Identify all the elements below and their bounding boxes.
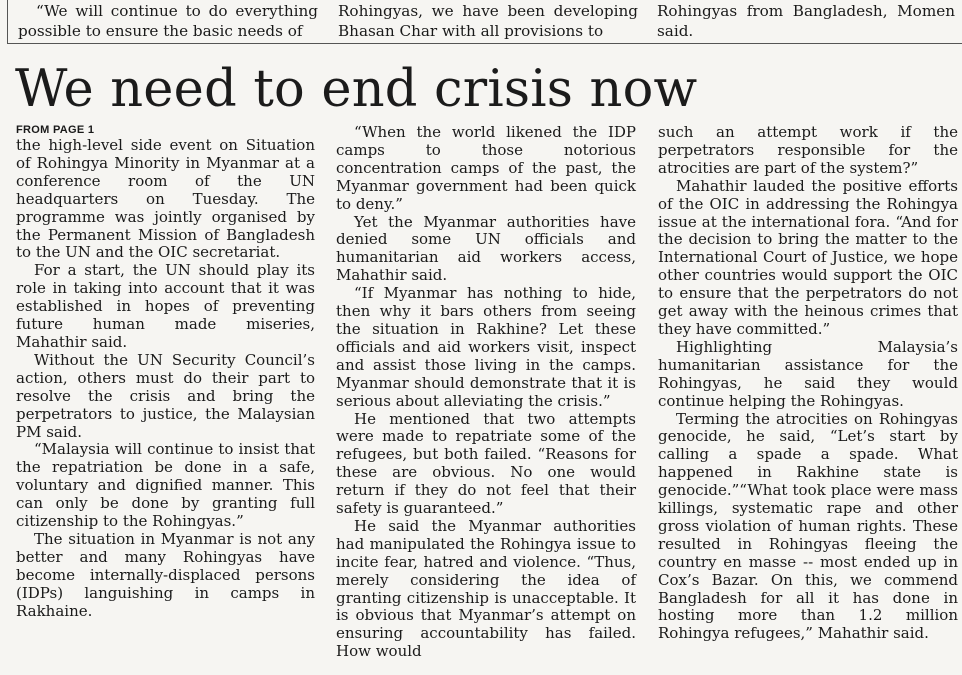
section-divider [7, 43, 962, 44]
paragraph: “If Myanmar has nothing to hide, then why it bars others from seeing the situation in Rakhine? Let these officials and aid workers visit, inspect and assist those living in the camps. Myanmar should demonstrate that it is serious about alleviating the crisis.” [336, 284, 636, 410]
paragraph: “Malaysia will continue to insist that the repatriation be done in a safe, voluntary and dignified manner. This can only be done by granting full citizenship to the Rohingyas.” [16, 440, 315, 531]
paragraph: He mentioned that two attempts were made to repatriate some of the refugees, but both failed. “Reasons for these are obvious. No one would return if they do not feel that their safety is guaranteed.” [336, 409, 636, 518]
paragraph: Yet the Myanmar authorities have denied some UN officials and humanitarian aid workers access, Mahathir said. [336, 212, 636, 285]
continued-from-label: FROM PAGE 1 [16, 124, 95, 136]
column-rule-left [7, 0, 8, 44]
paragraph: The situation in Myanmar is not any better and many Rohingyas have become internally-displaced persons (IDPs) languishing in camps in Rakhaine. [16, 529, 315, 620]
previous-article-column-1: “We will continue to do everything possible to ensure the basic needs of [18, 2, 318, 40]
paragraph: He said the Myanmar authorities had manipulated the Rohingya issue to incite fear, hatred and violence. “Thus, merely considering the idea of granting citizenship is unacceptable. It is obvious that Myanmar’s attempt on ensuring accountability has failed. How would [336, 516, 636, 661]
paragraph: Without the UN Security Council’s action, others must do their part to resolve the crisis and bring the perpetrators to justice, the Malaysian PM said. [16, 350, 315, 441]
paragraph: the high-level side event on Situation of Rohingya Minority in Myanmar at a conference room of the UN headquarters on Tuesday. The programme was jointly organised by the Permanent Mission of Bangladesh to the UN and the OIC secretariat. [16, 136, 315, 262]
paragraph: “When the world likened the IDP camps to those notorious concentration camps of the past, the Myanmar government had been quick to deny.” [336, 123, 636, 213]
article-headline: We need to end crisis now [15, 60, 698, 119]
article-column-2 [336, 124, 636, 661]
previous-article-column-2: Rohingyas, we have been developing Bhasan Char with all provisions to [338, 2, 638, 40]
paragraph: Terming the atrocities on Rohingyas genocide, he said, “Let’s start by calling a spade a spade. What happened in Rakhine state is genocide.”“What took place were mass killings, systematic rape and other gross violation of human rights. These resulted in Rohingyas fleeing the country en masse -- most ended up in Cox’s Bazar. On this, we commend Bangladesh for all it has done in hosting more than 1.2 million Rohingya refugees,” Mahathir said. [658, 409, 958, 643]
paragraph: For a start, the UN should play its role in taking into account that it was established in hopes of preventing future human made miseries, Mahathir said. [16, 261, 315, 351]
article-column-3 [658, 124, 958, 643]
paragraph: Mahathir lauded the positive efforts of the OIC in addressing the Rohingya issue at the international fora. “And for the decision to bring the matter to the International Court of Justice, we hope other countries would support the OIC to ensure that the perpetrators do not get away with the heinous crimes that they have committed.” [658, 176, 958, 338]
paragraph: Highlighting Malaysia’s humanitarian assistance for the Rohingyas, he said they would continue helping the Rohingyas. [658, 337, 958, 410]
paragraph: such an attempt work if the perpetrators responsible for the atrocities are part of the system?” [658, 123, 958, 177]
previous-article-column-3: Rohingyas from Bangladesh, Momen said. [657, 2, 955, 40]
article-column-1 [16, 124, 315, 620]
